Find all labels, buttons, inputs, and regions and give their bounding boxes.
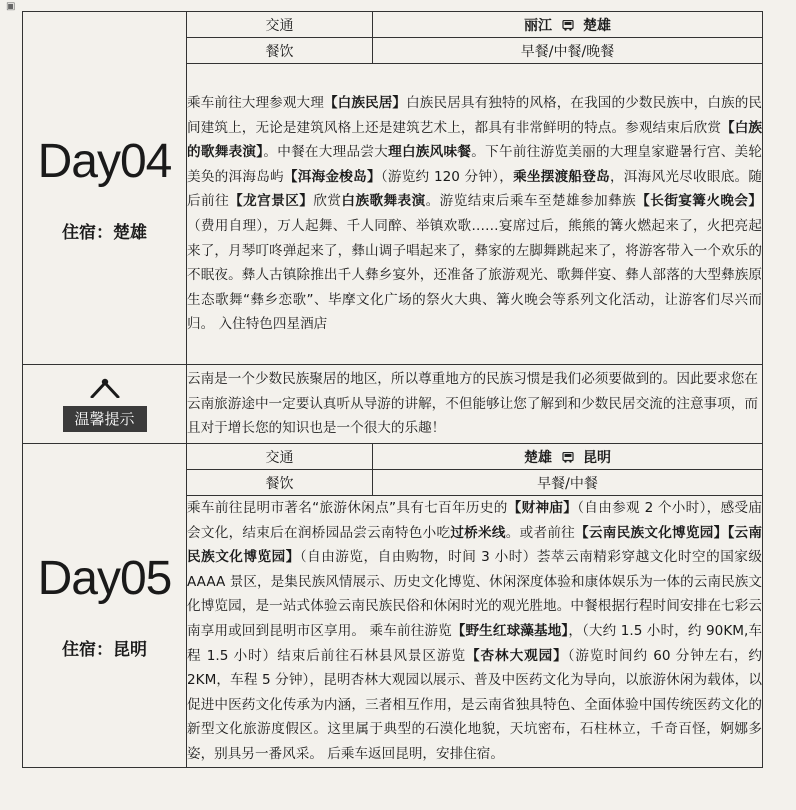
day04-stay: 住宿：楚雄 <box>62 222 147 243</box>
text-run: （游览约 120 分钟）， <box>380 168 514 185</box>
text-run: （自由参观 2 个小时），感受庙会文化，结束后在润桥园品尝云南特色小吃 <box>187 500 762 541</box>
highlight-bai-meal: 理白族风味餐 <box>388 144 472 161</box>
day05-transport-row <box>23 444 763 470</box>
text-run: 。游览结束后乘车至楚雄参加彝族 <box>425 193 637 210</box>
document-icon: ▣ <box>6 1 16 12</box>
day04-transport-row <box>23 12 763 38</box>
highlight-bai-dance: 白族歌舞表演 <box>341 193 426 210</box>
day05-stay: 住宿：昆明 <box>62 639 147 660</box>
text-run: （费用自理），万人起舞、千人同醉、举镇欢歌……宴席过后，熊熊的篝火燃起来了，火把亮起来了，月琴叮咚弹起来了，彝山调子唱起来了，彝家的左脚舞跳起来了，将游客带入一个欢乐的不眠夜。彝人古镇除推出千人彝乡宴外，还准备了旅游观光、歌舞伴宴、彝人部落的大型彝族原生态歌舞“彝乡恋歌”、毕摩文化广场的祭火大典、篝火晚会等系列文化活动，让游客们尽兴而归。 入住特色四星酒店 <box>187 218 762 333</box>
text-run: 。下午前往游览美丽的大理皇家避暑行宫、美轮美奂的洱海岛屿 <box>187 144 763 185</box>
text-run: （自由游览，自由购物，时间 3 小时）荟萃云南精彩穿越文化时空的国家级 AAAA 景区，是集民族风情展示、历史文化博览、休闲深度体验和康体娱乐为一体的云南民族文化博览园，是一站式体验云南民族民俗和休闲时光的观光胜地。中餐根据行程时间安排在七彩云南享用或回到昆明市区享用。 乘车前往游览 <box>187 549 763 639</box>
text-run: 乘车前往大理参观大理 <box>187 95 324 112</box>
tip-label: 温馨提示 <box>63 406 147 432</box>
day04-transport-value <box>373 12 763 38</box>
highlight-ferry: 乘坐摆渡船登岛 <box>513 168 610 185</box>
hanger-icon <box>89 378 121 398</box>
day04-from: 丽江 <box>524 17 553 34</box>
highlight-bonfire: 【长街宴篝火晚会】 <box>636 193 763 210</box>
day04-header-cell <box>23 12 187 365</box>
day04-description <box>187 64 763 365</box>
highlight-algae-base: 【野生红球藻基地】 <box>451 622 569 639</box>
day05-from: 楚雄 <box>524 449 553 466</box>
text-run: 乘车前往昆明市著名“旅游休闲点”具有七百年历史的 <box>187 500 508 516</box>
day05-transport-value <box>373 444 763 470</box>
tip-sign <box>63 372 147 432</box>
text-run: 白族民居具有独特的风格，在我国的少数民族中，白族的民间建筑上，无论是建筑风格上还是建筑艺术上，都具有非常鲜明的特点。参观结束后欣赏 <box>187 95 763 136</box>
tip-row <box>23 365 763 444</box>
day05-header-cell <box>23 444 187 768</box>
text-run: ，（大约 1.5 小时，约 90KM,车程 1.5 小时）结束后前往石林县风景区游览 <box>187 622 763 664</box>
highlight-longgong: 【龙宫景区】 <box>229 193 314 210</box>
bus-icon <box>562 452 574 463</box>
day05-title: Day05 <box>37 551 172 605</box>
text-run: ，洱海风光尽收眼底。随后前往 <box>187 168 762 210</box>
day04-title: Day04 <box>37 134 172 188</box>
highlight-caishen-temple: 【财神庙】 <box>507 500 578 516</box>
text-run: 。中餐在大理品尝大 <box>263 144 389 161</box>
bus-icon <box>562 20 574 31</box>
transport-label: 交通 <box>187 12 373 38</box>
dining-label: 餐饮 <box>187 470 373 496</box>
day05-meals: 早餐/中餐 <box>373 470 763 496</box>
text-run: 。或者前往 <box>505 524 576 541</box>
highlight-bai-houses: 【白族民居】 <box>323 95 407 112</box>
day05-to: 昆明 <box>582 449 611 466</box>
highlight-culture-park: 【云南民族文化博览园】【云南民族文化博览园】 <box>187 524 763 566</box>
text-run: 欣赏 <box>313 193 342 210</box>
highlight-xinglin-park: 【杏林大观园】 <box>466 647 568 664</box>
tip-text: 云南是一个少数民族聚居的地区，所以尊重地方的民族习惯是我们必须要做到的。因此要求您在云南旅游途中一定要认真听从导游的讲解，不但能够让您了解到和少数民居交流的注意事项，而且对于增长您的知识也是一个很大的乐趣！ <box>187 365 763 444</box>
highlight-jinsuo-island: 【洱海金梭岛】 <box>283 168 381 185</box>
transport-label: 交通 <box>187 444 373 470</box>
dining-label: 餐饮 <box>187 38 373 64</box>
day04-meals: 早餐/中餐/晚餐 <box>373 38 763 64</box>
text-run: （游览时间约 60 分钟左右，约 2KM，车程 5 分钟），昆明杏林大观园以展示、普及中医药文化为导向，以旅游休闲为载体，以促进中医药文化传承为内涵，三者相互作用，是云南省独具特色、全面体验中国传统医药文化的新型文化旅游度假区。这里属于典型的石漠化地貌，天坑密布，石柱林立，千奇百怪，婀娜多姿，别具另一番风采。 后乘车返回昆明，安排住宿。 <box>187 647 763 762</box>
itinerary-table <box>22 11 763 768</box>
tip-cell <box>23 365 187 444</box>
day05-description <box>187 496 763 768</box>
highlight-rice-noodles: 过桥米线 <box>450 524 506 541</box>
day04-to: 楚雄 <box>582 17 611 34</box>
highlight-bai-show: 【白族的歌舞表演】 <box>187 119 763 161</box>
